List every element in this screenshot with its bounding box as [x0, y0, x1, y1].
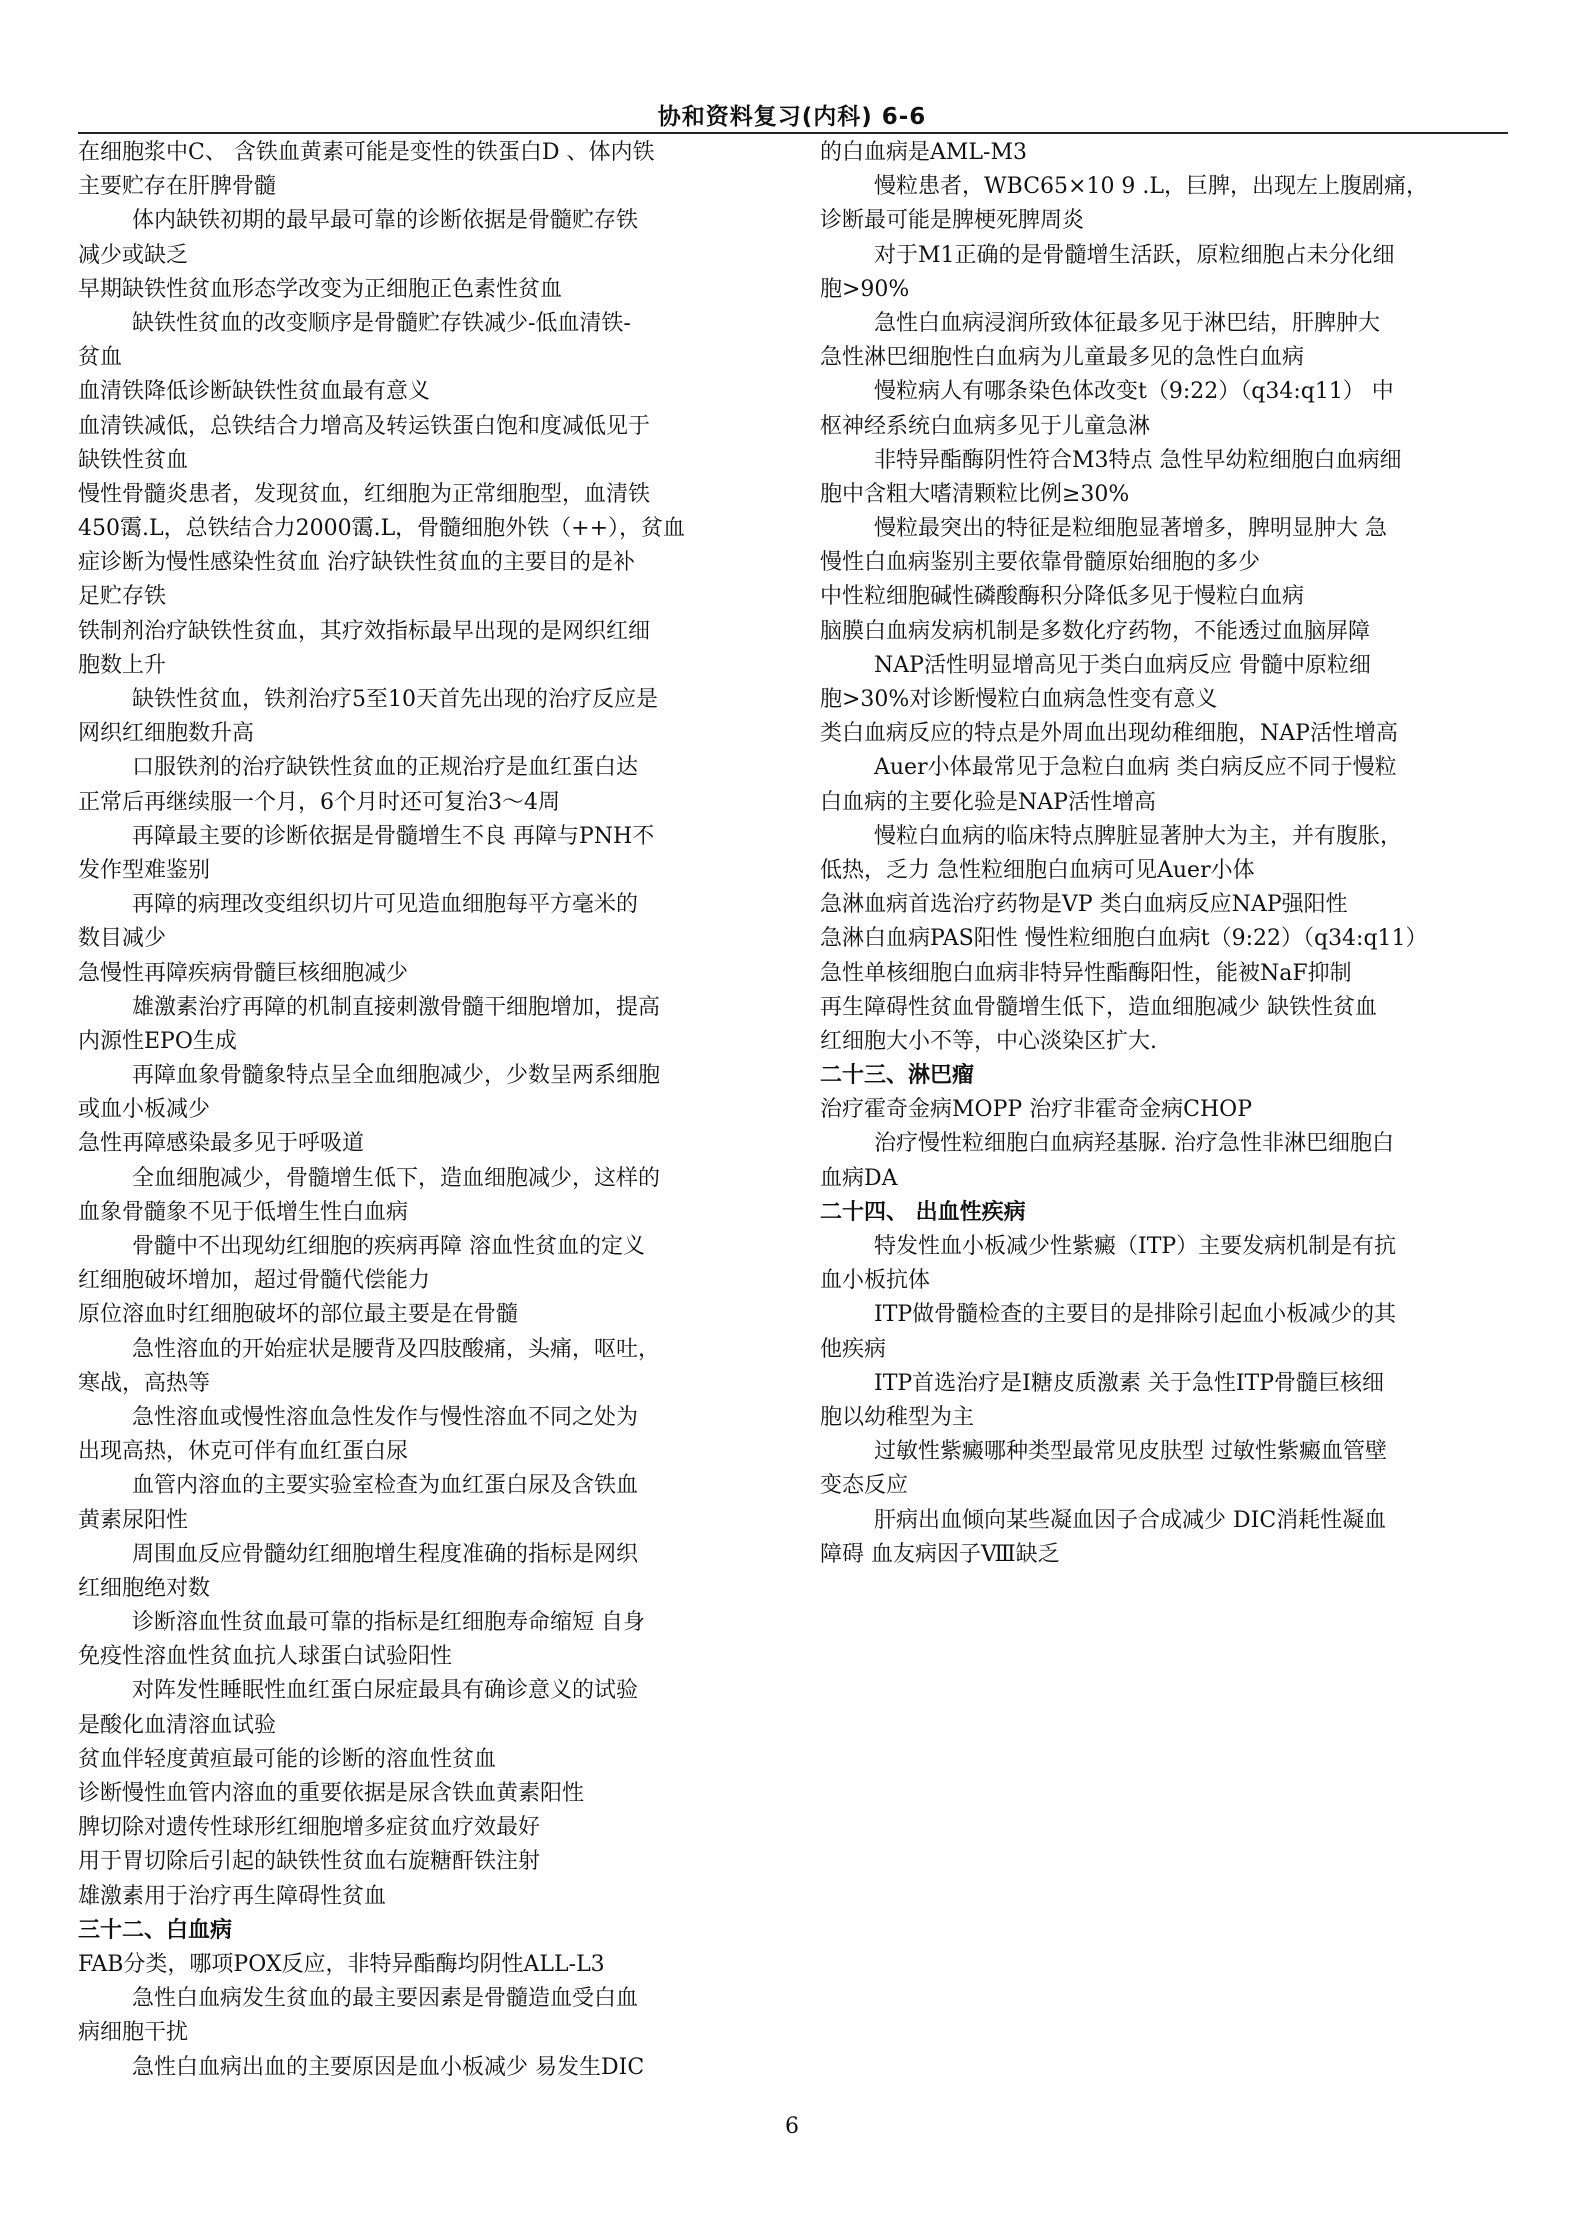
text-line: 贫血	[78, 345, 123, 371]
text-line: 障碍 血友病因子Ⅷ缺乏	[820, 1541, 1060, 1567]
text-line: 雄激素用于治疗再生障碍性贫血	[78, 1883, 387, 1909]
text-line: 缺铁性贫血，铁剂治疗5至10天首先出现的治疗反应是	[132, 687, 658, 712]
text-line: 贫血伴轻度黄疸最可能的诊断的溶血性贫血	[78, 1746, 497, 1772]
text-line: 再生障碍性贫血骨髓增生低下，造血细胞减少 缺铁性贫血	[820, 994, 1377, 1020]
text-line: 红细胞破坏增加，超过骨髓代偿能力	[78, 1268, 431, 1294]
text-line: 脾切除对遗传性球形红细胞增多症贫血疗效最好	[78, 1815, 541, 1841]
text-line: 急性白血病浸润所致体征最多见于淋巴结，肝脾肿大	[874, 310, 1381, 336]
text-line: 白血病的主要化验是NAP活性增高	[820, 789, 1156, 815]
text-line: 出现高热，休克可伴有血红蛋白尿	[78, 1439, 409, 1465]
text-line: 变态反应	[820, 1473, 909, 1499]
text-line: 枢神经系统白血病多见于儿童急淋	[820, 413, 1151, 439]
text-line: 免疫性溶血性贫血抗人球蛋白试验阳性	[78, 1644, 453, 1670]
text-line: 中性粒细胞碱性磷酸酶积分降低多见于慢粒白血病	[820, 584, 1305, 610]
text-line: 或血小板减少	[78, 1097, 211, 1123]
text-line: 胞数上升	[78, 652, 167, 678]
text-line: 治疗慢性粒细胞白血病羟基脲. 治疗急性非淋巴细胞白	[874, 1131, 1394, 1157]
text-line: 周围血反应骨髓幼红细胞增生程度准确的指标是网织	[132, 1541, 639, 1567]
text-line: 低热，乏力 急性粒细胞白血病可见Auer小体	[820, 857, 1255, 883]
text-line: 胞>90%	[820, 276, 910, 302]
text-line: 血管内溶血的主要实验室检查为血红蛋白尿及含铁血	[132, 1473, 639, 1499]
text-line: 血清铁降低诊断缺铁性贫血最有意义	[78, 379, 431, 405]
text-line: 对阵发性睡眠性血红蛋白尿症最具有确诊意义的试验	[132, 1678, 639, 1704]
text-line: 急淋白血病PAS阳性 慢性粒细胞白血病t（9:22）（q34:q11）	[820, 926, 1428, 952]
text-line: 急性溶血或慢性溶血急性发作与慢性溶血不同之处为	[132, 1404, 639, 1430]
text-line: ITP做骨髓检查的主要目的是排除引起血小板减少的其	[874, 1302, 1397, 1328]
text-line: FAB分类，哪项POX反应，非特异酯酶均阴性ALL-L3	[78, 1951, 605, 1977]
text-line: 缺铁性贫血	[78, 447, 189, 473]
text-line: 再障的病理改变组织切片可见造血细胞每平方毫米的	[132, 892, 639, 918]
section-heading: 二十四、 出血性疾病	[820, 1199, 1026, 1225]
text-line: 早期缺铁性贫血形态学改变为正细胞正色素性贫血	[78, 276, 563, 302]
text-line: 急淋血病首选治疗药物是VP 类白血病反应NAP强阳性	[820, 892, 1348, 918]
text-line: 血象骨髓象不见于低增生性白血病	[78, 1199, 409, 1225]
text-line: 在细胞浆中C、 含铁血黄素可能是变性的铁蛋白D 、体内铁	[78, 140, 655, 165]
text-line: 过敏性紫癜哪种类型最常见皮肤型 过敏性紫癜血管壁	[874, 1439, 1387, 1465]
text-line: 慢粒白血病的临床特点脾脏显著肿大为主，并有腹胀，	[874, 823, 1403, 849]
text-line: 内源性EPO生成	[78, 1028, 237, 1054]
text-line: 慢性白血病鉴别主要依靠骨髓原始细胞的多少	[820, 550, 1261, 576]
text-line: 口服铁剂的治疗缺铁性贫血的正规治疗是血红蛋白达	[132, 755, 639, 781]
text-line: 慢粒最突出的特征是粒细胞显著增多，脾明显肿大 急	[874, 516, 1387, 542]
text-line: ITP首选治疗是I糖皮质激素 关于急性ITP骨髓巨核细	[874, 1370, 1385, 1396]
section-heading: 二十三、淋巴瘤	[820, 1063, 975, 1089]
text-line: 红细胞绝对数	[78, 1575, 211, 1601]
text-line: 急性单核细胞白血病非特异性酯酶阳性，能被NaF抑制	[820, 960, 1352, 986]
text-line: 足贮存铁	[78, 584, 167, 610]
text-line: 血病DA	[820, 1165, 898, 1191]
text-line: 用于胃切除后引起的缺铁性贫血右旋糖酐铁注射	[78, 1849, 541, 1875]
text-line: 是酸化血清溶血试验	[78, 1712, 277, 1738]
text-line: 诊断最可能是脾梗死脾周炎	[820, 208, 1085, 234]
text-line: 急性白血病发生贫血的最主要因素是骨髓造血受白血	[132, 1986, 639, 2012]
text-line: 非特异酯酶阴性符合M3特点 急性早幼粒细胞白血病细	[874, 447, 1402, 473]
text-line: 网织红细胞数升高	[78, 721, 255, 747]
text-line: 全血细胞减少，骨髓增生低下，造血细胞减少，这样的	[132, 1165, 661, 1191]
text-line: NAP活性明显增高见于类白血病反应 骨髓中原粒细	[874, 652, 1371, 678]
text-line: 胞中含粗大嗜清颗粒比例≥30%	[820, 481, 1130, 507]
text-line: 症诊断为慢性感染性贫血 治疗缺铁性贫血的主要目的是补	[78, 550, 635, 576]
text-line: 减少或缺乏	[78, 242, 189, 268]
text-line: 原位溶血时红细胞破坏的部位最主要是在骨髓	[78, 1302, 519, 1328]
left-column	[78, 136, 768, 2085]
text-line: 缺铁性贫血的改变顺序是骨髓贮存铁减少-低血清铁-	[132, 310, 631, 336]
text-line: 血清铁减低，总铁结合力增高及转运铁蛋白饱和度减低见于	[78, 413, 651, 439]
text-line: 慢粒患者，WBC65×10 9 .L，巨脾，出现左上腹剧痛，	[874, 174, 1429, 200]
right-column	[820, 136, 1510, 1572]
text-line: 红细胞大小不等，中心淡染区扩大.	[820, 1028, 1157, 1054]
text-line: 的白血病是AML-M3	[820, 140, 1027, 165]
text-line: 慢粒病人有哪条染色体改变t（9:22）（q34:q11） 中	[874, 379, 1394, 405]
text-line: 寒战，高热等	[78, 1370, 211, 1396]
text-line: 对于M1正确的是骨髓增生活跃，原粒细胞占未分化细	[874, 242, 1395, 268]
text-line: 治疗霍奇金病MOPP 治疗非霍奇金病CHOP	[820, 1097, 1253, 1123]
text-line: 病细胞干扰	[78, 2020, 189, 2046]
text-line: 数目减少	[78, 926, 167, 952]
text-line: 再障最主要的诊断依据是骨髓增生不良 再障与PNH不	[132, 823, 655, 849]
page-header-title: 协和资料复习(内科) 6-6	[657, 104, 927, 130]
page-number: 6	[785, 2114, 799, 2139]
text-line: 慢性骨髓炎患者，发现贫血，红细胞为正常细胞型，血清铁	[78, 481, 651, 507]
text-line: 类白血病反应的特点是外周血出现幼稚细胞，NAP活性增高	[820, 721, 1398, 747]
text-line: 急性淋巴细胞性白血病为儿童最多见的急性白血病	[820, 345, 1305, 371]
text-line: 黄素尿阳性	[78, 1507, 189, 1533]
text-line: 诊断慢性血管内溶血的重要依据是尿含铁血黄素阳性	[78, 1781, 585, 1806]
text-line: 铁制剂治疗缺铁性贫血，其疗效指标最早出现的是网织红细	[78, 618, 651, 644]
text-line: 骨髓中不出现幼红细胞的疾病再障 溶血性贫血的定义	[132, 1234, 645, 1259]
text-line: 脑膜白血病发病机制是多数化疗药物，不能透过血脑屏障	[820, 618, 1371, 644]
text-line: 胞>30%对诊断慢粒白血病急性变有意义	[820, 687, 1218, 712]
text-line: 雄激素治疗再障的机制直接刺激骨髓干细胞增加，提高	[132, 994, 661, 1020]
text-line: 诊断溶血性贫血最可靠的指标是红细胞寿命缩短 自身	[132, 1610, 645, 1636]
text-line: 急慢性再障疾病骨髓巨核细胞减少	[78, 960, 409, 986]
text-line: 血小板抗体	[820, 1268, 931, 1294]
text-line: 急性溶血的开始症状是腰背及四肢酸痛，头痛，呕吐，	[132, 1336, 661, 1362]
section-heading: 三十二、白血病	[78, 1917, 233, 1943]
text-line: 发作型难鉴别	[78, 857, 211, 883]
text-line: 正常后再继续服一个月，6个月时还可复治3～4周	[78, 789, 560, 815]
text-line: 他疾病	[820, 1336, 887, 1362]
text-line: 急性再障感染最多见于呼吸道	[78, 1131, 365, 1157]
header-divider	[78, 132, 1508, 134]
text-line: 体内缺铁初期的最早最可靠的诊断依据是骨髓贮存铁	[132, 208, 639, 234]
text-line: 再障血象骨髓象特点呈全血细胞减少，少数呈两系细胞	[132, 1063, 661, 1089]
text-line: 450霭.L，总铁结合力2000霭.L，骨髓细胞外铁（++），贫血	[78, 516, 686, 542]
text-line: 急性白血病出血的主要原因是血小板减少 易发生DIC	[132, 2054, 645, 2080]
text-line: 特发性血小板减少性紫癜（ITP）主要发病机制是有抗	[874, 1234, 1397, 1259]
text-line: 肝病出血倾向某些凝血因子合成减少 DIC消耗性凝血	[874, 1507, 1387, 1533]
text-line: 胞以幼稚型为主	[820, 1404, 975, 1430]
text-line: Auer小体最常见于急粒白血病 类白病反应不同于慢粒	[874, 755, 1397, 781]
text-line: 主要贮存在肝脾骨髓	[78, 174, 277, 200]
